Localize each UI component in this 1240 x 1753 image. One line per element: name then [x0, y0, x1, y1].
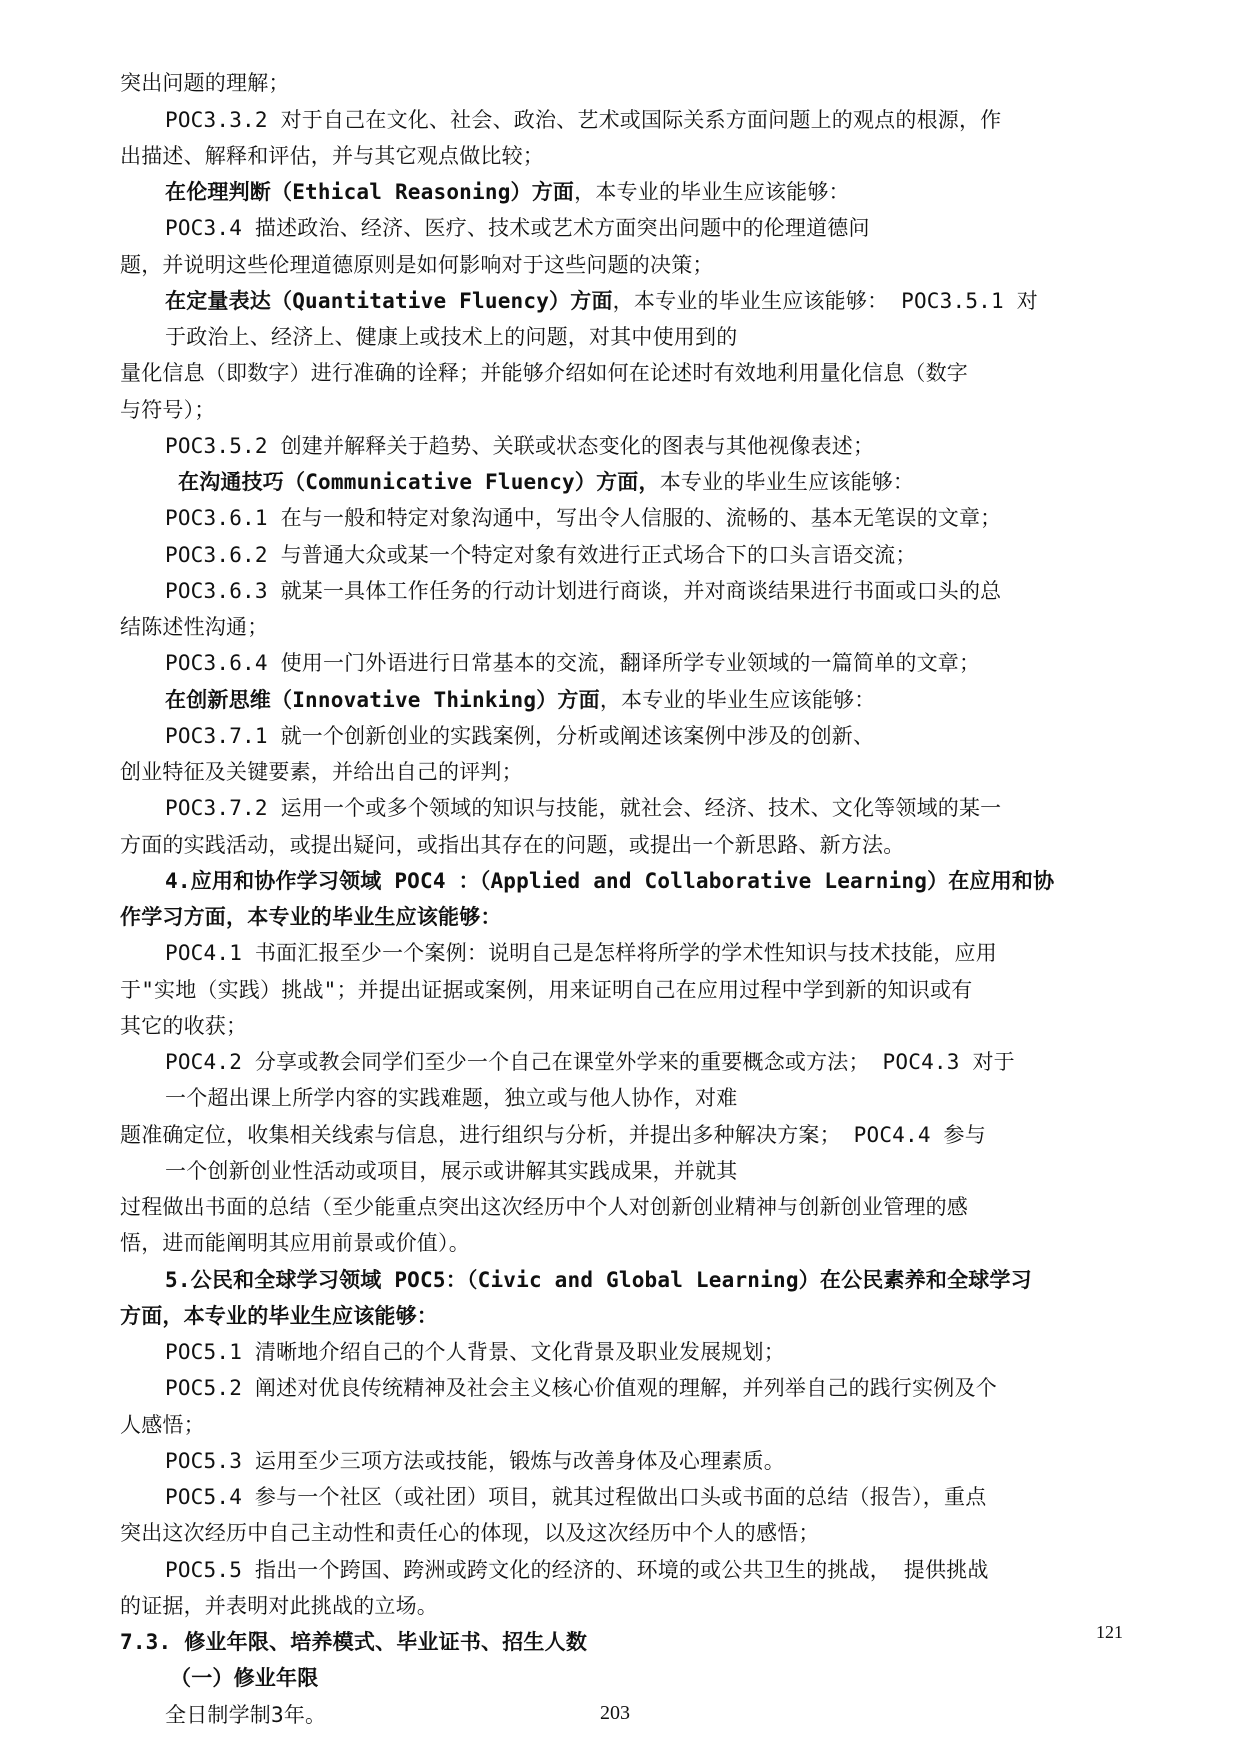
text-segment: ，本专业的毕业生应该能够： — [574, 180, 850, 204]
text-line: POC5.3 运用至少三项方法或技能，锻炼与改善身体及心理素质。 — [165, 1449, 785, 1473]
text-line: 于政治上、经济上、健康上或技术上的问题，对其中使用到的 — [165, 325, 738, 349]
text-line: POC5.4 参与一个社区（或社团）项目，就其过程做出口头或书面的总结（报告），重点 — [165, 1485, 987, 1509]
text-line — [165, 286, 1240, 316]
text-line: POC4.1 书面汇报至少一个案例：说明自己是怎样将所学的学术性知识与技术技能，应用 — [165, 941, 997, 965]
text-line — [178, 467, 1240, 497]
text-line: 一个创新创业性活动或项目，展示或讲解其实践成果，并就其 — [165, 1159, 738, 1183]
text-line: 4.应用和协作学习领域 POC4 ：（Applied and Collaborative Learning）在应用和协 — [165, 869, 1055, 893]
text-segment: 在沟通技巧（Communicative Fluency）方面， — [178, 470, 660, 494]
text-line: POC3.6.2 与普通大众或某一个特定对象有效进行正式场合下的口头言语交流； — [165, 543, 917, 567]
text-line — [165, 685, 1240, 715]
text-line: 的证据，并表明对此挑战的立场。 — [120, 1594, 438, 1618]
text-line: POC4.2 分享或教会同学们至少一个自己在课堂外学来的重要概念或方法； POC4.3 对于 — [165, 1050, 1015, 1074]
text-line: POC3.4 描述政治、经济、医疗、技术或艺术方面突出问题中的伦理道德问 — [165, 216, 870, 240]
text-line: 7.3. 修业年限、培养模式、毕业证书、招生人数 — [120, 1630, 588, 1654]
text-segment: 在定量表达（Quantitative Fluency）方面 — [165, 289, 613, 313]
text-line: 题准确定位，收集相关线索与信息，进行组织与分析，并提出多种解决方案； POC4.4 参与 — [120, 1123, 986, 1147]
text-segment: 在伦理判断（Ethical Reasoning）方面 — [165, 180, 575, 204]
text-line: 作学习方面，本专业的毕业生应该能够： — [120, 905, 502, 929]
text-line: 突出问题的理解； — [120, 71, 290, 95]
text-line: 全日制学制3年。 — [165, 1703, 327, 1727]
text-line: POC3.7.2 运用一个或多个领域的知识与技能，就社会、经济、技术、文化等领域的某一 — [165, 796, 1002, 820]
text-line: 其它的收获； — [120, 1014, 248, 1038]
text-segment: 在创新思维（Innovative Thinking）方面 — [165, 688, 600, 712]
text-line: 方面的实践活动，或提出疑问，或指出其存在的问题，或提出一个新思路、新方法。 — [120, 833, 905, 857]
text-segment: ，本专业的毕业生应该能够： POC3.5.1 对 — [612, 289, 1038, 313]
text-line: 5.公民和全球学习领域 POC5：（Civic and Global Learning）在公民素养和全球学习 — [165, 1268, 1032, 1292]
text-line — [165, 177, 1240, 207]
text-line: POC3.7.1 就一个创新创业的实践案例，分析或阐述该案例中涉及的创新、 — [165, 724, 875, 748]
text-line: POC5.1 清晰地介绍自己的个人背景、文化背景及职业发展规划； — [165, 1340, 785, 1364]
text-line: 出描述、解释和评估，并与其它观点做比较； — [120, 144, 544, 168]
text-line: 创业特征及关键要素，并给出自己的评判； — [120, 760, 523, 784]
text-line: 人感悟； — [120, 1413, 205, 1437]
text-line: POC3.6.1 在与一般和特定对象沟通中，写出令人信服的、流畅的、基本无笔误的文章； — [165, 506, 1002, 530]
text-line: 题，并说明这些伦理道德原则是如何影响对于这些问题的决策； — [120, 253, 714, 277]
text-line: POC5.5 指出一个跨国、跨洲或跨文化的经济的、环境的或公共卫生的挑战， 提供挑战 — [165, 1558, 989, 1582]
text-line: 悟，进而能阐明其应用前景或价值）。 — [120, 1231, 470, 1255]
text-line: 于"实地（实践）挑战"；并提出证据或案例，用来证明自己在应用过程中学到新的知识或有 — [120, 978, 973, 1002]
outer-page-number: 203 — [600, 1702, 630, 1724]
text-line: 突出这次经历中自己主动性和责任心的体现，以及这次经历中个人的感悟； — [120, 1521, 820, 1545]
text-line: POC5.2 阐述对优良传统精神及社会主义核心价值观的理解，并列举自己的践行实例及个 — [165, 1376, 997, 1400]
text-line: 量化信息（即数字）进行准确的诠释；并能够介绍如何在论述时有效地利用量化信息（数字 — [120, 361, 968, 385]
text-segment: ，本专业的毕业生应该能够： — [599, 688, 876, 712]
text-line: 一个超出课上所学内容的实践难题，独立或与他人协作，对难 — [165, 1086, 738, 1110]
text-line: POC3.6.3 就某一具体工作任务的行动计划进行商谈，并对商谈结果进行书面或口头的总 — [165, 579, 1002, 603]
inner-page-number: 121 — [1096, 1622, 1123, 1642]
text-line: POC3.6.4 使用一门外语进行日常基本的交流，翻译所学专业领域的一篇简单的文章； — [165, 651, 981, 675]
text-line: 结陈述性沟通； — [120, 615, 269, 639]
text-line: 与符号）； — [120, 398, 216, 422]
text-segment: 本专业的毕业生应该能够： — [659, 470, 915, 494]
text-line: （一）修业年限 — [170, 1666, 319, 1690]
text-line: POC3.5.2 创建并解释关于趋势、关联或状态变化的图表与其他视像表述； — [165, 434, 875, 458]
text-line: 方面，本专业的毕业生应该能够： — [120, 1304, 438, 1328]
text-line: POC3.3.2 对于自己在文化、社会、政治、艺术或国际关系方面问题上的观点的根源，作 — [165, 108, 1002, 132]
text-line: 过程做出书面的总结（至少能重点突出这次经历中个人对创新创业精神与创新创业管理的感 — [120, 1195, 968, 1219]
